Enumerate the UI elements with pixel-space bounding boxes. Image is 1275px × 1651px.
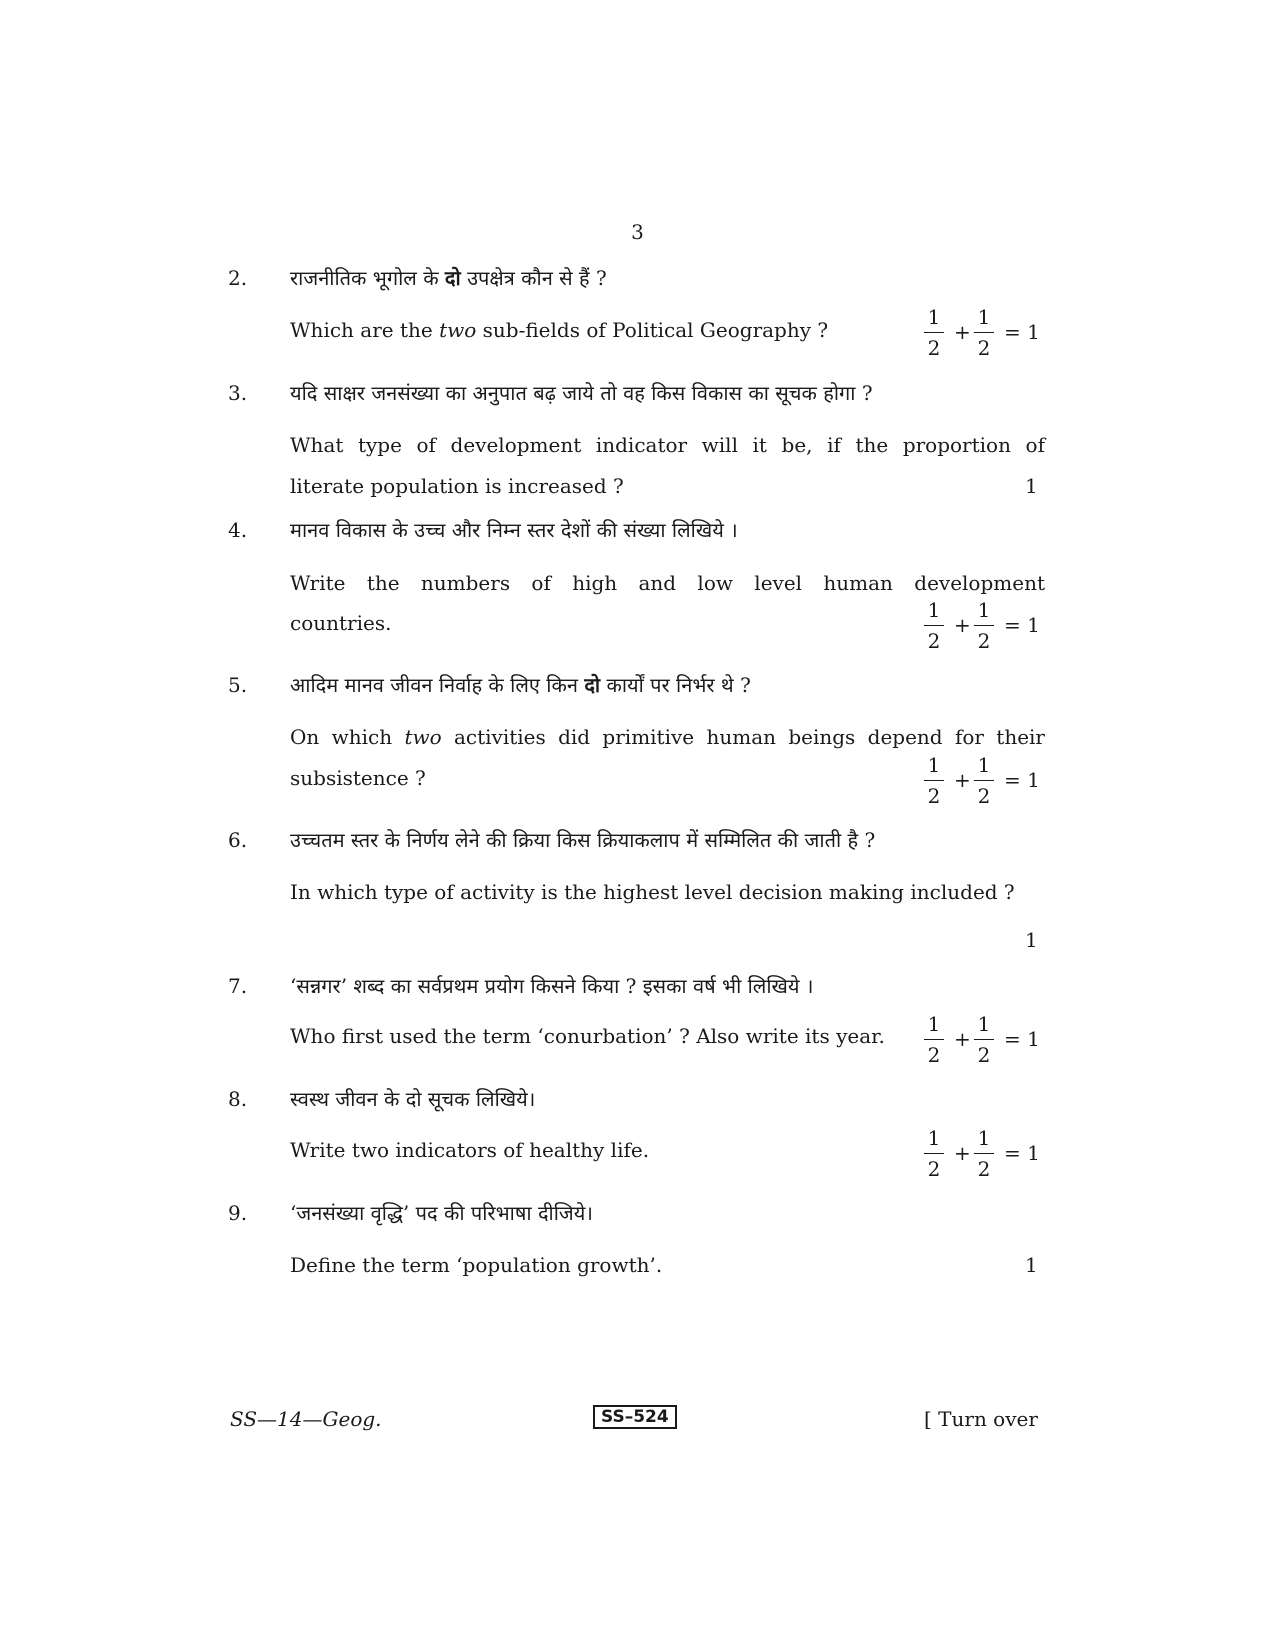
question-hindi: राजनीतिक भूगोल के दो उपक्षेत्र कौन से हैं ? — [290, 266, 607, 290]
question-hindi: यदि साक्षर जनसंख्या का अनुपात बढ़ जाये तो वह किस विकास का सूचक होगा ? — [290, 381, 873, 405]
question-number: 7. — [228, 974, 248, 998]
question-number: 6. — [228, 828, 248, 852]
page-number: 3 — [631, 220, 644, 244]
question-number: 4. — [228, 518, 248, 542]
question-number: 3. — [228, 381, 248, 405]
marks: 1 — [1025, 1253, 1038, 1277]
marks-fraction: 1 2 + 1 2 = 1 — [924, 597, 1048, 655]
question-hindi: आदिम मानव जीवन निर्वाह के लिए किन दो कार्यों पर निर्भर थे ? — [290, 673, 751, 697]
question-english-line: On which two activities did primitive human beings depend for their — [290, 725, 1045, 749]
question-hindi: मानव विकास के उच्च और निम्न स्तर देशों की संख्या लिखिये । — [290, 518, 738, 542]
question-number: 8. — [228, 1087, 248, 1111]
question-number: 9. — [228, 1201, 248, 1225]
question-hindi: ‘जनसंख्या वृद्धि’ पद की परिभाषा दीजिये। — [290, 1201, 593, 1225]
footer-turn-over: [ Turn over — [924, 1407, 1038, 1431]
question-english: Write two indicators of healthy life. — [290, 1138, 650, 1162]
marks-fraction: 1 2 + 1 2 = 1 — [924, 752, 1048, 810]
question-english: In which type of activity is the highest level decision making included ? — [290, 880, 1015, 904]
footer-subject-code: SS—14—Geog. — [230, 1407, 382, 1431]
question-english-line: countries. — [290, 611, 392, 635]
question-english-line: What type of development indicator will it be, if the proportion of — [290, 433, 1045, 457]
question-english: Which are the two sub-fields of Political Geography ? — [290, 318, 829, 342]
footer-paper-code: SS–524 — [593, 1405, 677, 1429]
question-hindi: ‘सन्नगर’ शब्द का सर्वप्रथम प्रयोग किसने किया ? इसका वर्ष भी लिखिये । — [290, 974, 814, 998]
marks-fraction: 1 2 + 1 2 = 1 — [924, 1011, 1048, 1069]
question-english: Who first used the term ‘conurbation’ ? Also write its year. — [290, 1024, 885, 1048]
marks: 1 — [1025, 474, 1038, 498]
question-english: Define the term ‘population growth’. — [290, 1253, 663, 1277]
question-number: 2. — [228, 266, 248, 290]
question-hindi: उच्चतम स्तर के निर्णय लेने की क्रिया किस क्रियाकलाप में सम्मिलित की जाती है ? — [290, 828, 876, 852]
question-hindi: स्वस्थ जीवन के दो सूचक लिखिये। — [290, 1087, 536, 1111]
marks: 1 — [1025, 928, 1038, 952]
question-english-line: literate population is increased ? — [290, 474, 624, 498]
question-number: 5. — [228, 673, 248, 697]
question-english-line: Write the numbers of high and low level human development — [290, 571, 1045, 595]
question-english-line: subsistence ? — [290, 766, 426, 790]
marks-fraction: 1 2 + 1 2 = 1 — [924, 304, 1048, 362]
marks-fraction: 1 2 + 1 2 = 1 — [924, 1125, 1048, 1183]
